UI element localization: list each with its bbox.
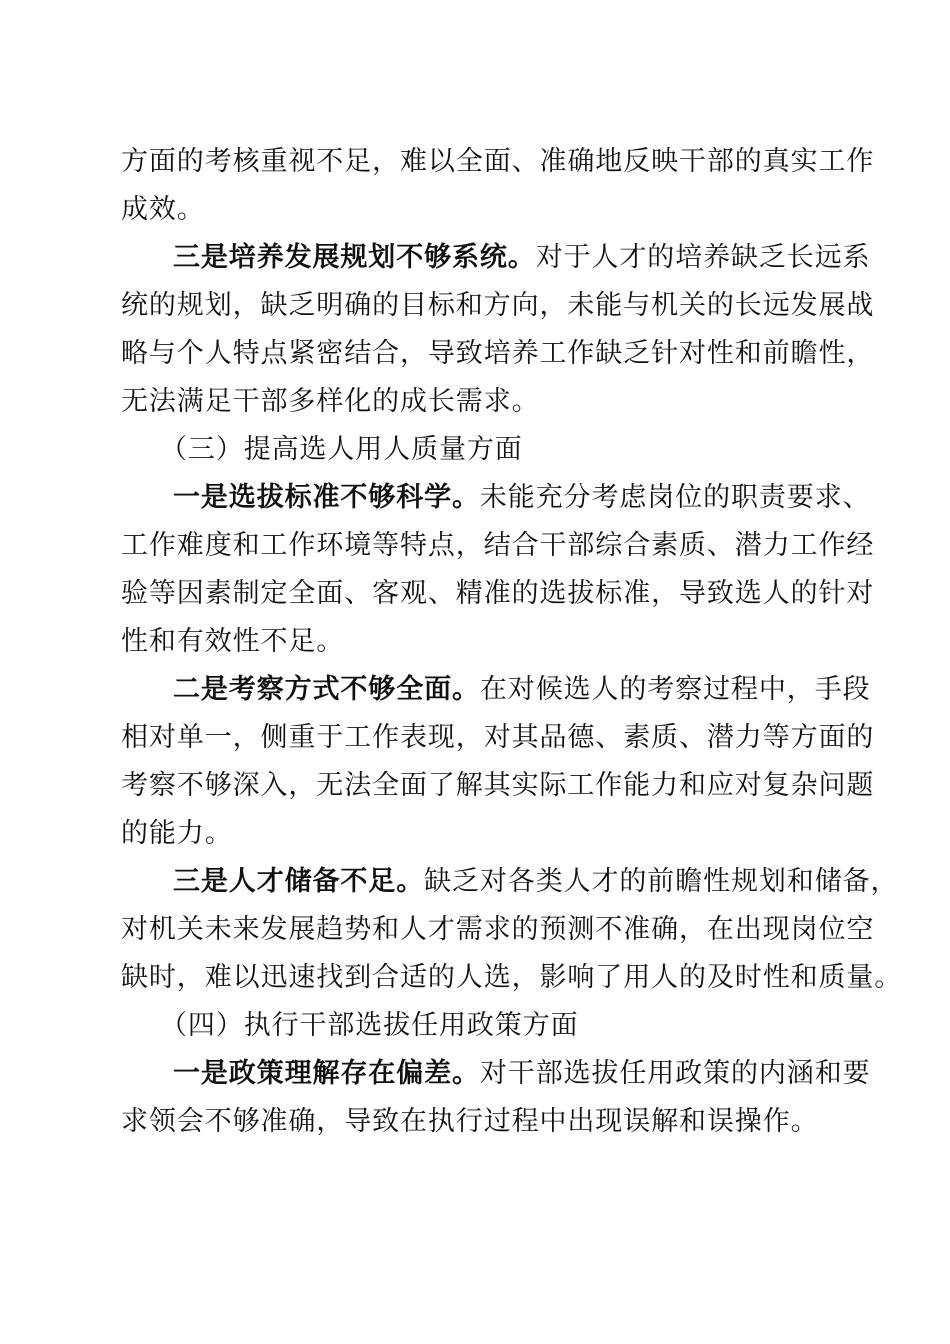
line-text: 缺乏对各类人才的前瞻性规划和储备， [424,866,899,897]
paragraph-lead-bold: 三是人才储备不足。 [173,866,425,897]
line-text: 未能充分考虑岗位的职责要求、 [479,482,871,513]
line-text: 方面的考核重视不足，难以全面、准确地反映干部的真实工作 [121,146,875,177]
line-text: 工作难度和工作环境等特点，结合干部综合素质、潜力工作经 [121,530,875,561]
line-text: 在对候选人的考察过程中，手段 [479,674,871,705]
line-text: 考察不够深入，无法全面了解其实际工作能力和应对复杂问题 [121,770,875,801]
line-text: 的能力。 [121,818,233,849]
line-text: 统的规划，缺乏明确的目标和方向，未能与机关的长远发展战 [121,290,875,321]
line-text: 求领会不够准确，导致在执行过程中出现误解和误操作。 [121,1106,819,1137]
paragraph-lead-bold: 一是政策理解存在偏差。 [173,1058,480,1089]
line-text: 对于人才的培养缺乏长远系 [535,242,871,273]
line-text: 对机关未来发展趋势和人才需求的预测不准确，在出现岗位空 [121,914,875,945]
line-text: 成效。 [121,194,205,225]
section-heading-3: （三）提高选人用人质量方面 [160,434,523,465]
line-text: 缺时，难以迅速找到合适的人选，影响了用人的及时性和质量。 [121,962,903,993]
line-text: 略与个人特点紧密结合，导致培养工作缺乏针对性和前瞻性， [121,338,875,369]
line-text: 相对单一，侧重于工作表现，对其品德、素质、潜力等方面的 [121,722,875,753]
line-text: 性和有效性不足。 [121,626,345,657]
section-heading-4: （四）执行干部选拔任用政策方面 [160,1010,579,1041]
paragraph-lead-bold: 二是考察方式不够全面。 [173,674,480,705]
paragraph-lead-bold: 一是选拔标准不够科学。 [173,482,480,513]
line-text: 对干部选拔任用政策的内涵和要 [479,1058,871,1089]
paragraph-lead-bold: 三是培养发展规划不够系统。 [173,242,536,273]
line-text: 无法满足干部多样化的成长需求。 [121,386,540,417]
line-text: 验等因素制定全面、客观、精准的选拔标准，导致选人的针对 [121,578,875,609]
